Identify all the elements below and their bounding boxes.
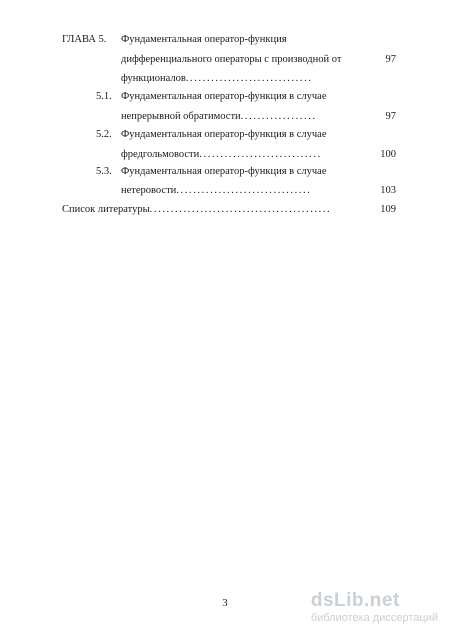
section-page-number: 97 [385, 111, 396, 122]
section-page-number: 103 [380, 185, 396, 196]
section-title-line2: фредгольмовости............................. [121, 149, 322, 160]
section-number: 5.1. [96, 91, 112, 102]
dot-leader: .................. [240, 111, 317, 122]
section-number: 5.2. [96, 129, 112, 140]
section-title-line2: непрерывной обратимости.................. [121, 111, 317, 122]
chapter-page-number: 97 [385, 54, 396, 65]
dot-leader: ........................................... [149, 204, 332, 215]
page-number: 3 [222, 598, 228, 609]
chapter-title-line1: Фундаментальная оператор-функция [121, 34, 287, 45]
chapter-title-line3: функционалов.............................. [121, 73, 313, 84]
section-number: 5.3. [96, 166, 112, 177]
chapter-label: ГЛАВА 5. [62, 34, 107, 45]
dot-leader: ................................ [176, 185, 312, 196]
section-page-number: 100 [380, 149, 396, 160]
references-entry: Список литературы........................................... [62, 204, 332, 215]
section-title-line1: Фундаментальная оператор-функция в случае [121, 129, 327, 140]
section-title-line1: Фундаментальная оператор-функция в случае [121, 91, 327, 102]
section-title-line2: нетеровости................................ [121, 185, 312, 196]
dot-leader: ............................. [199, 149, 322, 160]
references-page-number: 109 [380, 204, 396, 215]
section-title-line1: Фундаментальная оператор-функция в случае [121, 166, 327, 177]
watermark [311, 591, 438, 625]
dot-leader: .............................. [185, 73, 313, 84]
watermark-subtitle: библиотека диссертаций [310, 612, 438, 624]
watermark-logo: dsLib.net [310, 590, 400, 611]
chapter-title-line2: дифференциального операторы с производной от [121, 54, 342, 65]
